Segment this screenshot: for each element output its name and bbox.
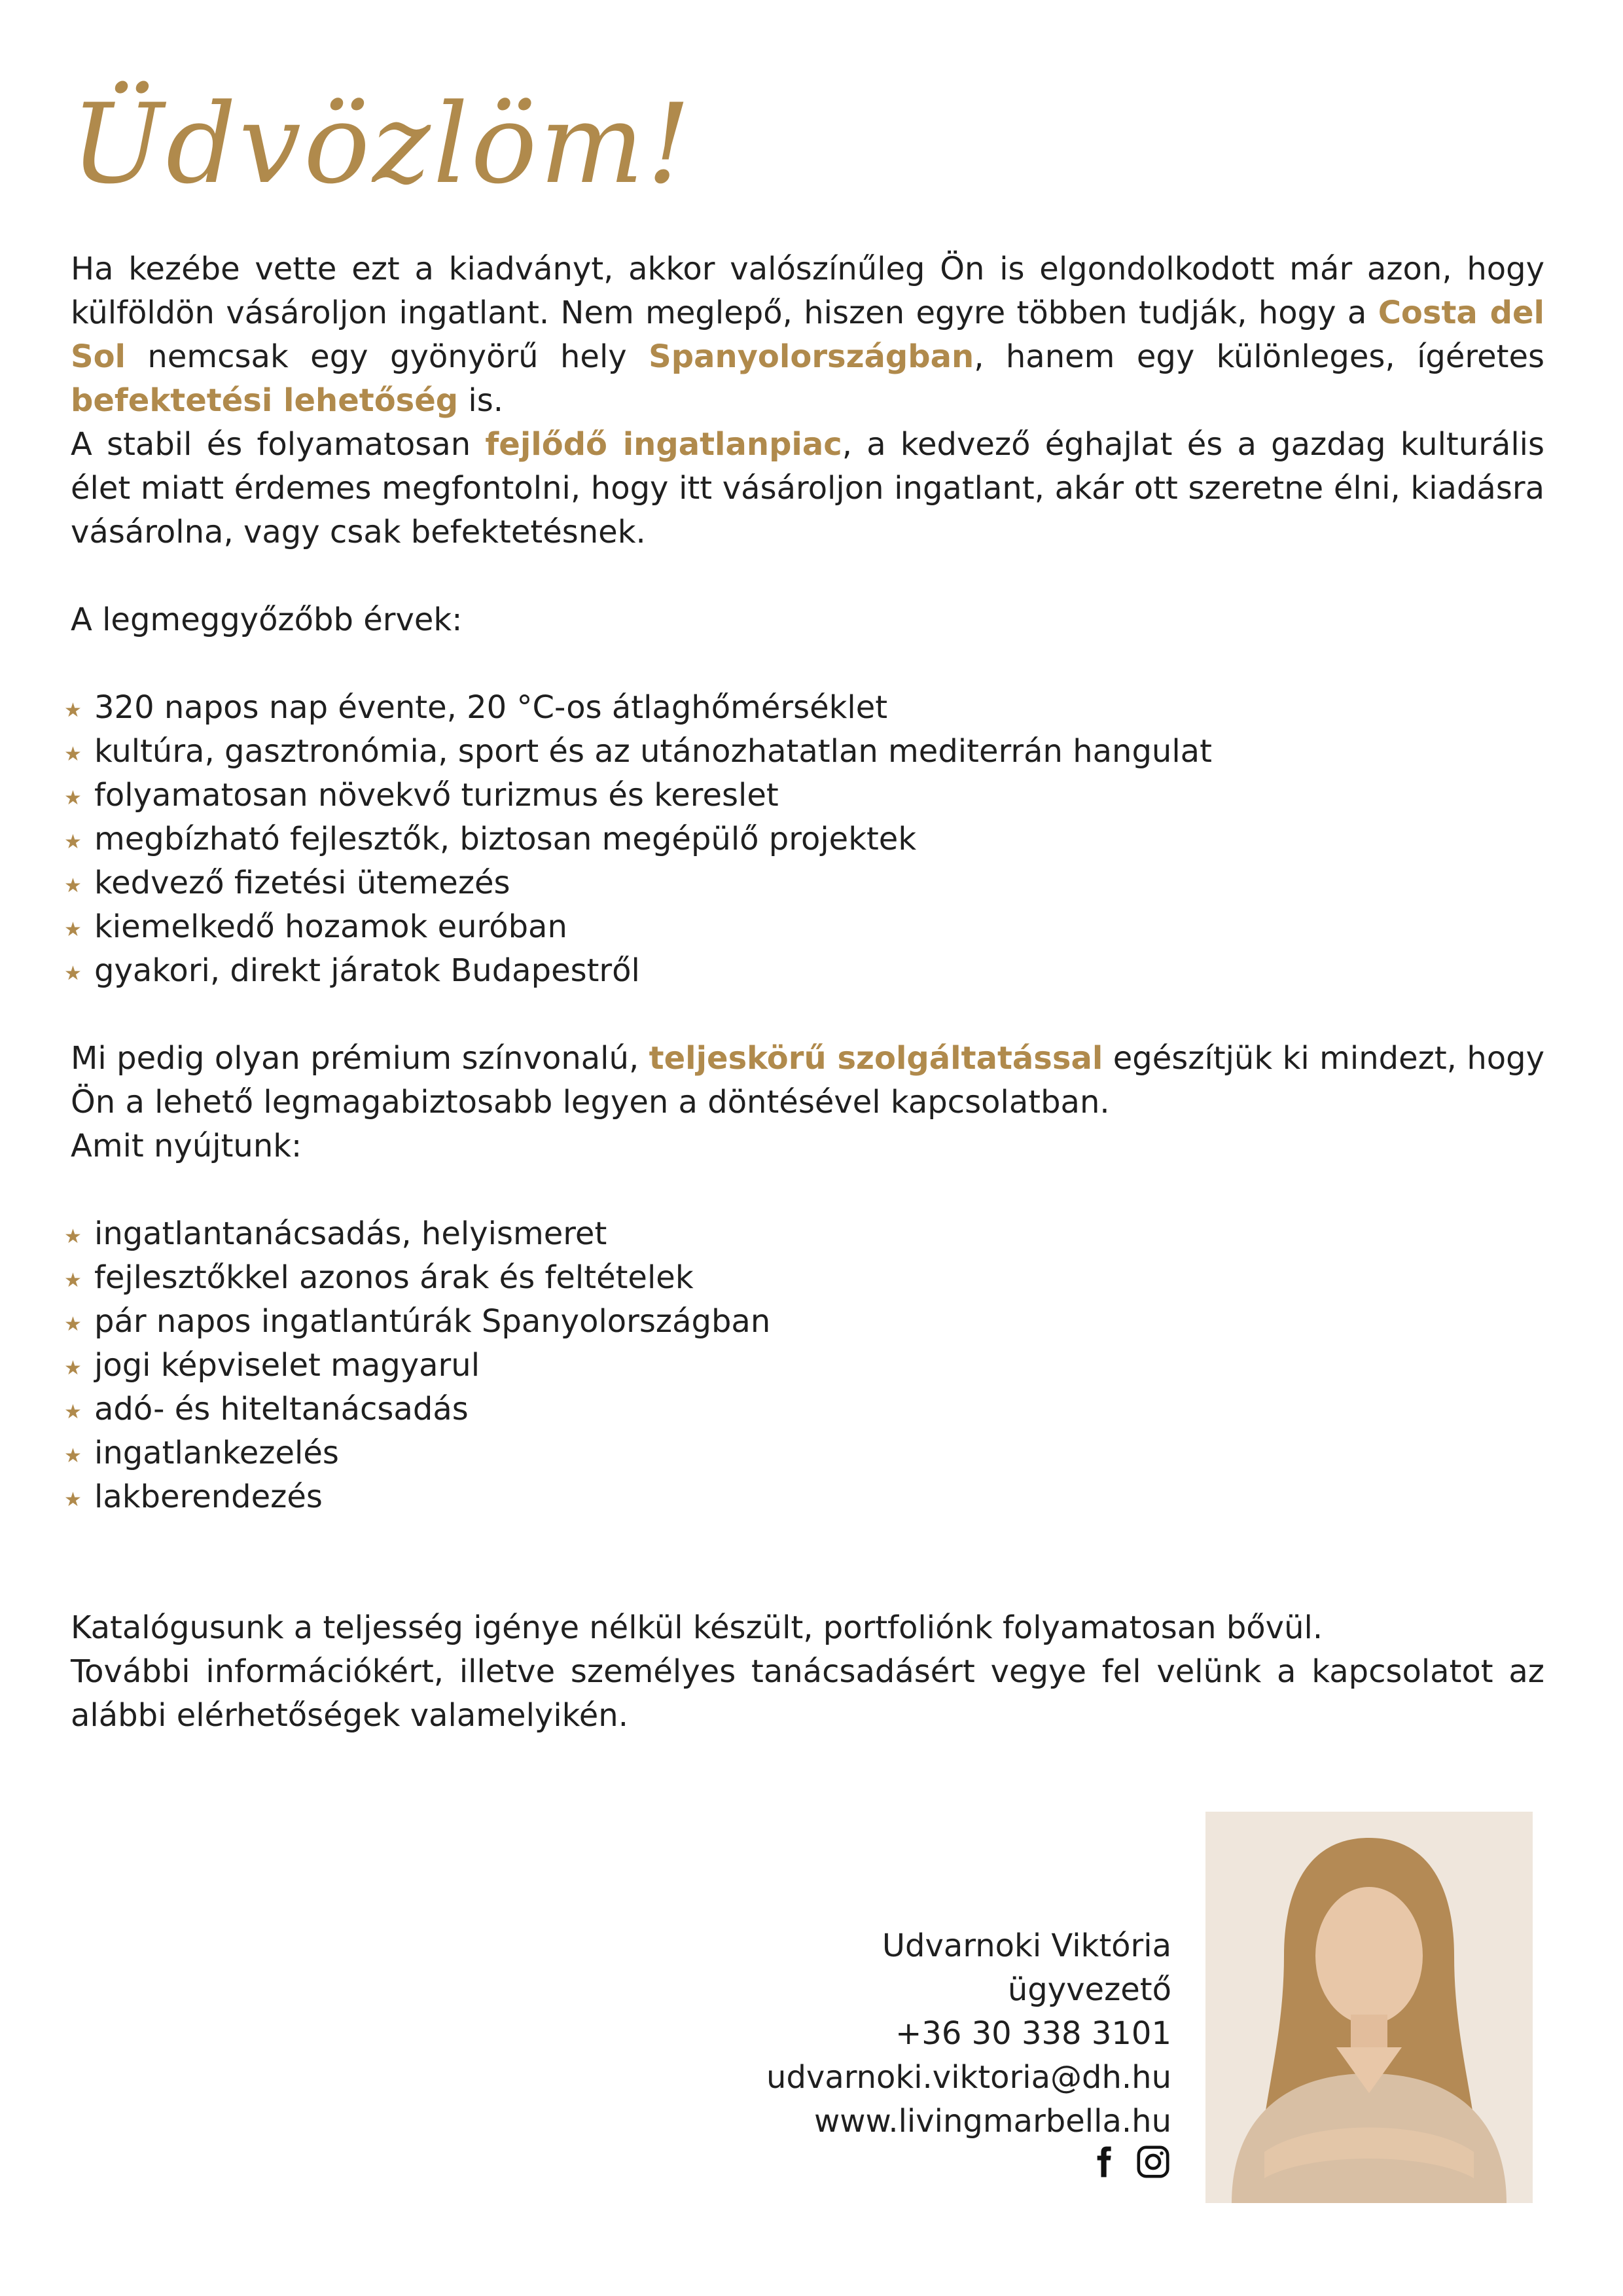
contact-email[interactable]: udvarnoki.viktoria@dh.hu [766,2059,1171,2096]
list-item: ★ kultúra, gasztronómia, sport és az utánozhatatlan mediterrán hangulat [71,730,1544,774]
list-item: ★ pár napos ingatlantúrák Spanyolországban [71,1300,1544,1344]
contact-phone[interactable]: +36 30 338 3101 [895,2015,1171,2052]
intro-text: , a kedvező éghajlat és a gazdag kulturális élet miatt érdemes megfontolni, hogy itt vásároljon ingatlant, akár ott szeretne élni, kiadásra vásárolna, vagy csak befektetésnek. [71,426,1544,550]
portrait-illustration [1205,1812,1533,2203]
list-item: ★ fejlesztőkkel azonos árak és feltételek [71,1256,1544,1300]
list-item: ★ 320 napos nap évente, 20 °C-os átlaghőmérséklet [71,686,1544,730]
services-list-wrapper [64,1212,1544,1519]
star-bullet-icon: ★ [64,1357,82,1380]
list-item: ★ jogi képviselet magyarul [71,1344,1544,1388]
star-bullet-icon: ★ [64,1401,82,1424]
star-bullet-icon: ★ [64,787,82,810]
list-item: ★ kedvező fizetési ütemezés [71,861,1544,905]
list-item: ★ megbízható fejlesztők, biztosan megépülő projektek [71,817,1544,861]
closing-line-2: További információkért, illetve személyes tanácsadásért vegye fel velünk a kapcsolatot az alábbi elérhetőségek valamelyikén. [71,1653,1544,1734]
contact-block [766,1924,1171,2180]
list-item: ★ ingatlankezelés [71,1431,1544,1475]
social-icons [766,2144,1171,2180]
star-bullet-icon: ★ [64,743,82,766]
star-bullet-icon: ★ [64,1313,82,1336]
highlight-investment: befektetési lehetőség [71,382,459,419]
page-title: Üdvözlöm! [71,80,694,208]
list-item: ★ ingatlantanácsadás, helyismeret [71,1212,1544,1256]
list-item: ★ folyamatosan növekvő turizmus és kereslet [71,774,1544,817]
star-bullet-icon: ★ [64,1269,82,1292]
intro-paragraph-1 [71,247,1544,423]
arguments-section [71,598,1544,642]
star-bullet-icon: ★ [64,1488,82,1511]
highlight-full-service: teljeskörű szolgáltatással [649,1040,1103,1077]
intro-text: is. [458,382,504,419]
intro-section [71,247,1544,554]
arguments-list-wrapper [64,686,1544,993]
intro-text: , hanem egy különleges, ígéretes [974,338,1544,375]
list-item: ★ lakberendezés [71,1475,1544,1519]
intro-paragraph-2 [71,423,1544,554]
intro-text: Ha kezébe vette ezt a kiadványt, akkor valószínűleg Ön is elgondolkodott már azon, hogy külföldön vásároljon ingatlant. Nem meglepő, hiszen egyre többen tudják, hogy a [71,251,1544,331]
closing-section [71,1606,1544,1738]
list-item: ★ gyakori, direkt járatok Budapestről [71,949,1544,993]
star-bullet-icon: ★ [64,1444,82,1467]
facebook-icon[interactable] [1085,2144,1122,2180]
arguments-heading: A legmeggyőzőbb érvek: [71,601,463,638]
star-bullet-icon: ★ [64,962,82,985]
services-paragraph: Mi pedig olyan prémium színvonalú, teljeskörű szolgáltatással egészítjük ki mindezt, hogy Ön a lehető legmagabiztosabb legyen a döntésével kapcsolatban. [71,1040,1544,1121]
star-bullet-icon: ★ [64,699,82,722]
services-section [71,1037,1544,1168]
contact-role: ügyvezető [1007,1971,1171,2008]
portrait-photo [1205,1812,1533,2203]
star-bullet-icon: ★ [64,1225,82,1248]
arguments-list [64,686,1544,993]
star-bullet-icon: ★ [64,874,82,897]
highlight-spain: Spanyolországban [649,338,974,375]
highlight-property-market: fejlődő ingatlanpiac [485,426,842,463]
list-item: ★ kiemelkedő hozamok euróban [71,905,1544,949]
closing-line-1: Katalógusunk a teljesség igénye nélkül készült, portfoliónk folyamatosan bővül. [71,1609,1323,1646]
services-heading: Amit nyújtunk: [71,1128,302,1164]
highlight-costa-del-sol: Costa del Sol [71,295,1544,375]
instagram-icon[interactable] [1135,2144,1171,2180]
intro-text: A stabil és folyamatosan [71,426,486,463]
contact-website[interactable]: www.livingmarbella.hu [813,2103,1171,2140]
star-bullet-icon: ★ [64,918,82,941]
list-item: ★ adó- és hiteltanácsadás [71,1388,1544,1431]
star-bullet-icon: ★ [64,831,82,853]
services-list [64,1212,1544,1519]
intro-text: nemcsak egy gyönyörű hely [126,338,649,375]
contact-name: Udvarnoki Viktória [882,1928,1171,1964]
